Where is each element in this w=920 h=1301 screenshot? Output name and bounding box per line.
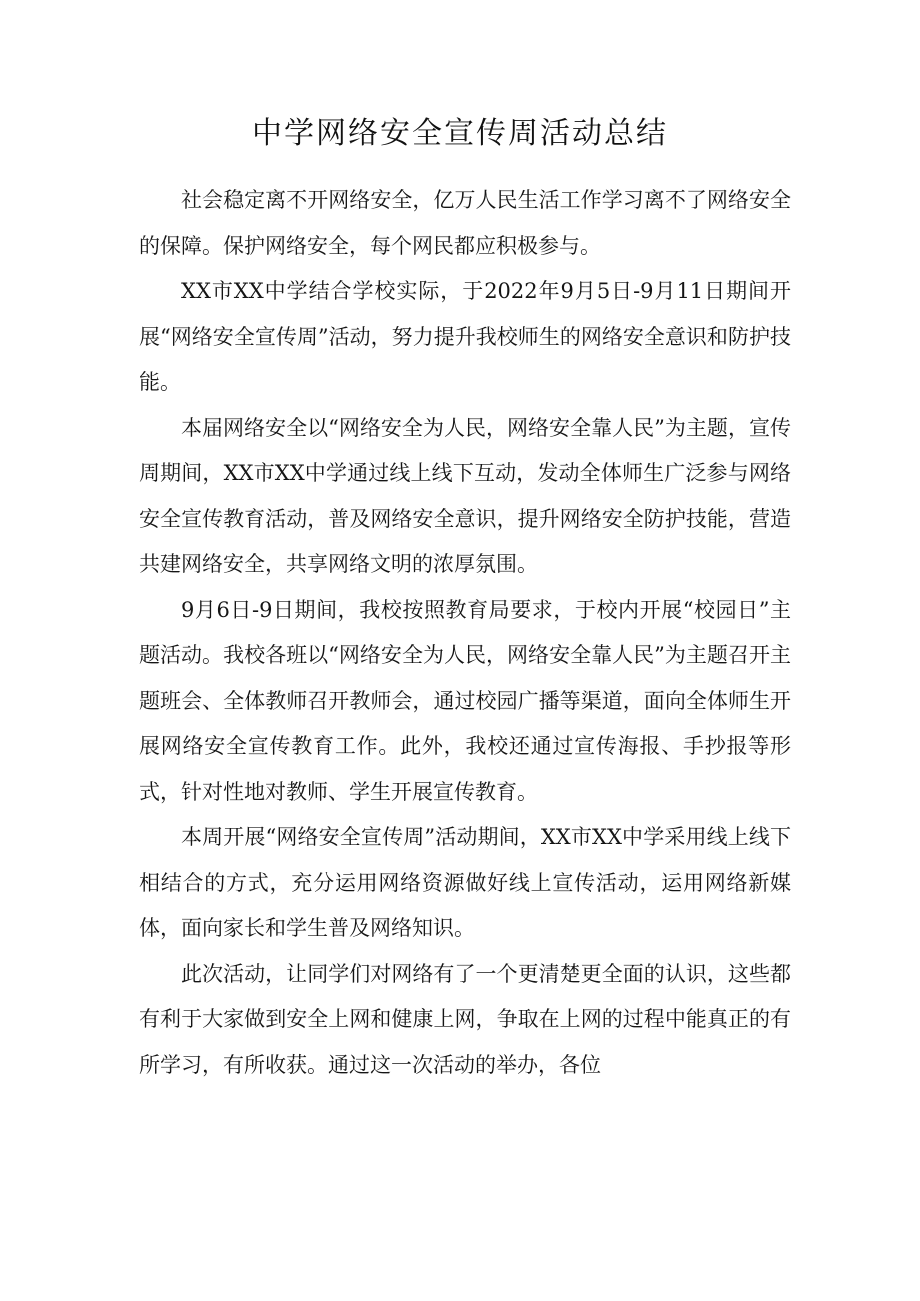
paragraph-1: 社会稳定离不开网络安全，亿万人民生活工作学习离不了网络安全的保障。保护网络安全，每个网民都应积极参与。 bbox=[139, 188, 791, 258]
paragraph-4: 9月6日-9日期间，我校按照教育局要求，于校内开展“校园日”主题活动。我校各班以“网络安全为人民，网络安全靠人民”为主题召开主题班会、全体教师召开教师会，通过校园广播等渠道，面向全体师生开展网络安全宣传教育工作。此外，我校还通过宣传海报、手抄报等形式，针对性地对教师、学生开展宣传教育。 bbox=[139, 597, 791, 804]
paragraph-3: 本届网络安全以“网络安全为人民，网络安全靠人民”为主题，宣传周期间，XX市XX中学通过线上线下互动，发动全体师生广泛参与网络安全宣传教育活动，普及网络安全意识，提升网络安全防护技能，营造共建网络安全，共享网络文明的浓厚氛围。 bbox=[139, 415, 791, 576]
paragraph-5: 本周开展“网络安全宣传周”活动期间，XX市XX中学采用线上线下相结合的方式，充分运用网络资源做好线上宣传活动，运用网络新媒体，面向家长和学生普及网络知识。 bbox=[139, 825, 791, 940]
paragraph-6: 此次活动，让同学们对网络有了一个更清楚更全面的认识，这些都有利于大家做到安全上网和健康上网，争取在上网的过程中能真正的有所学习，有所收获。通过这一次活动的举办，各位 bbox=[139, 961, 791, 1077]
document-title: 中学网络安全宣传周活动总结 bbox=[252, 116, 668, 151]
paragraph-2: XX市XX中学结合学校实际，于2022年9月5日-9月11日期间开展“网络安全宣传周”活动，努力提升我校师生的网络安全意识和防护技能。 bbox=[139, 279, 791, 394]
document-body bbox=[139, 178, 791, 1088]
